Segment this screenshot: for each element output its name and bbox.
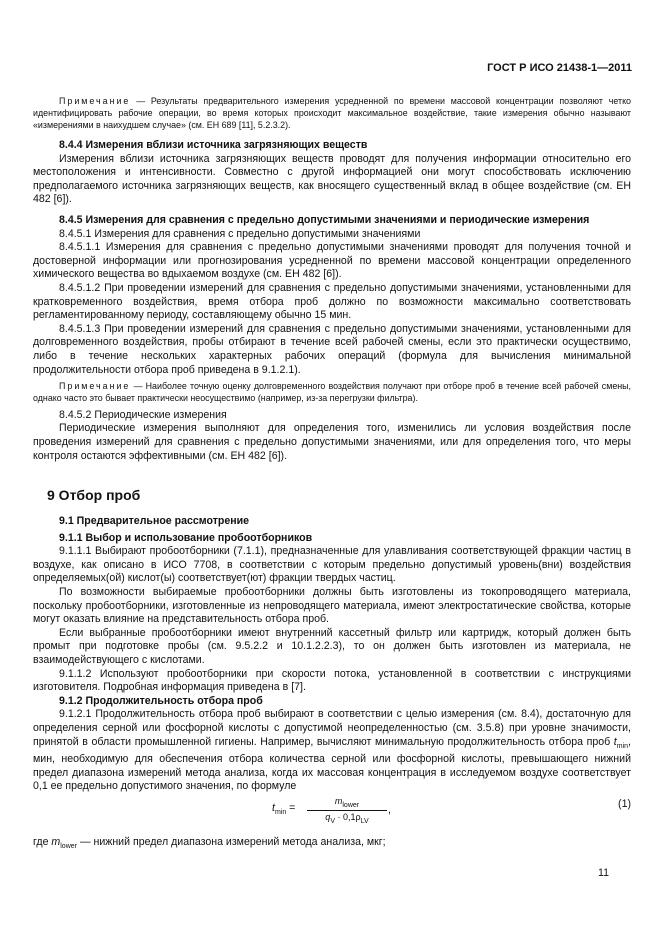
note-label-2: Примечание [59, 381, 131, 392]
formula-number: (1) [618, 798, 631, 810]
note-text-2: — Наиболее точную оценку долговременного воздействия получают при отборе проб в течение всей рабочей смены, однако часто это бывает практически неосуществимо (например, из-за перегрузки фильтра). [33, 381, 632, 403]
document-id: ГОСТ Р ИСО 21438-1—2011 [487, 62, 632, 74]
t-min-symbol: t [613, 735, 617, 748]
para-8-4-4: Измерения вблизи источника загрязняющих веществ проводят для получения информации относительно его местоположения и интенсивности. Совместно с другой информацией они могут способствовать исключению предполагаемого источника загрязняющих веществ, как вносящего существенный вклад в общее воздействие (см. ЕН 482 [6]). [33, 152, 631, 206]
para-8-4-5-1-2: 8.4.5.1.2 При проведении измерений для сравнения с предельно допустимыми значениями, установленными для кратковременного воздействия, время отбора проб должно по возможности максимально соответствовать регламентированному периоду, составляющему обычно 15 мин. [33, 281, 631, 322]
formula-fraction: $m_{lower}$ $q_V \cdot 0,1\rho_{LV}$ [307, 796, 387, 825]
t-min-sub: min [616, 742, 629, 750]
note-1 [33, 96, 631, 131]
section-8-4-5 [33, 214, 631, 463]
where-clause: где $m_{lower}$ — нижний предел диапазона измерений метода анализа, мкг; [33, 836, 386, 851]
para-9-1-1-1: 9.1.1.1 Выбирают пробоотборники (7.1.1), предназначенные для улавливания соответствующей фракции частиц в воздухе, как описано в ИСО 7708, в соответствии с которым предельно допустимый уровень(вни) воздействия определяемых(ой) кислот(ы) соответствует(ют) фракции твердых частиц. [33, 545, 631, 585]
section-9-body [33, 515, 631, 794]
note-label: Примечание [59, 96, 131, 106]
heading-9-1-1: 9.1.1 Выбор и использование пробоотборников [59, 531, 313, 544]
heading-9-1-2: 9.1.2 Продолжительность отбора проб [59, 694, 263, 707]
para-8-4-5-1-3: 8.4.5.1.3 При проведении измерений для сравнения с предельно допустимыми значениями, установленными для долговременного воздействия, пробы отбирают в течение всей рабочей смены, если это практически осуществимо, либо в течение нескольких характерных рабочих операций (формула для вычисления минимальной продолжительности отбора проб приведена в 9.1.2.1). [33, 322, 631, 376]
note-text: — Результаты предварительного измерения усредненной по времени массовой концентрации позволяют четко идентифицировать рабочие операции, во время которых происходит максимальное воздействие, такие измерения обычно называют «измерениями в наихудшем случае» (см. ЕН 689 [11], 5.2.3.2). [33, 96, 631, 130]
para-8-4-5-1-1: 8.4.5.1.1 Измерения для сравнения с предельно допустимыми значениями проводят для получения точной и достоверной информации или прогнозирования усредненной по времени массовой концентрации определенного химического вещества во вдыхаемом воздухе (см. ЕН 482 [6]). [33, 241, 631, 281]
para-8-4-5-2: 8.4.5.2 Периодические измерения [59, 408, 227, 421]
heading-9-1: 9.1 Предварительное рассмотрение [59, 515, 250, 527]
section-9 [33, 487, 631, 503]
heading-8-4-5: 8.4.5 Измерения для сравнения с предельно допустимыми значениями и периодические измерения [59, 214, 590, 226]
section-8-4-4 [33, 139, 631, 207]
heading-8-4-4: 8.4.4 Измерения вблизи источника загрязняющих веществ [59, 139, 368, 151]
para-9-1-1-2: 9.1.1.2 Используют пробоотборники при скорости потока, установленной в соответствии с инструкциями изготовителя. Подробная информация приведена в [7]. [33, 667, 631, 694]
section-9-title: 9 Отбор проб [47, 487, 141, 503]
para-cassette: Если выбранные пробоотборники имеют внутренний кассетный фильтр или картридж, который должен быть промыт при подготовке пробы (см. 9.5.2.2 и 10.1.2.2.3), то он должен быть изготовлен из материала, не взаимодействующего с кислотами. [33, 626, 631, 666]
para-9-1-2-1: 9.1.2.1 Продолжительность отбора проб выбирают в соответствии с целью измерения (см. 8.4), достаточную для определения серной или фосфорной кислоты с допустимой неопределенностью (см. 3.5.8) при уровне значимости, принятой в области промышленной гигиены. Например, вычисляют минимальную продолжительность отбора проб $t_{min}$, мин, необходимую для обеспечения отбора количества серной или фосфорной кислоты, превышающего нижний предел диапазона измерений метода анализа, когда их массовая концентрация в исследуемом воздухе соответствует 0,1 ее предельно допустимого значения, по формуле [33, 708, 631, 793]
para-periodic: Периодические измерения выполняют для определения того, изменились ли условия воздействия после проведения измерений для сравнения с предельно допустимыми значениями, или для определения того, что меры контроля остаются эффективными (см. ЕН 482 [6]). [33, 422, 631, 462]
para-materials: По возможности выбираемые пробоотборники должны быть изготовлены из токопроводящего материала, поскольку пробоотборники, изготовленные из непроводящего материала, имеют электростатические свойства, которые могут оказать влияние на представительность отбора проб. [33, 585, 631, 626]
para-8-4-5-1: 8.4.5.1 Измерения для сравнения с предельно допустимыми значениями [59, 227, 421, 240]
page-number: 11 [598, 867, 609, 879]
